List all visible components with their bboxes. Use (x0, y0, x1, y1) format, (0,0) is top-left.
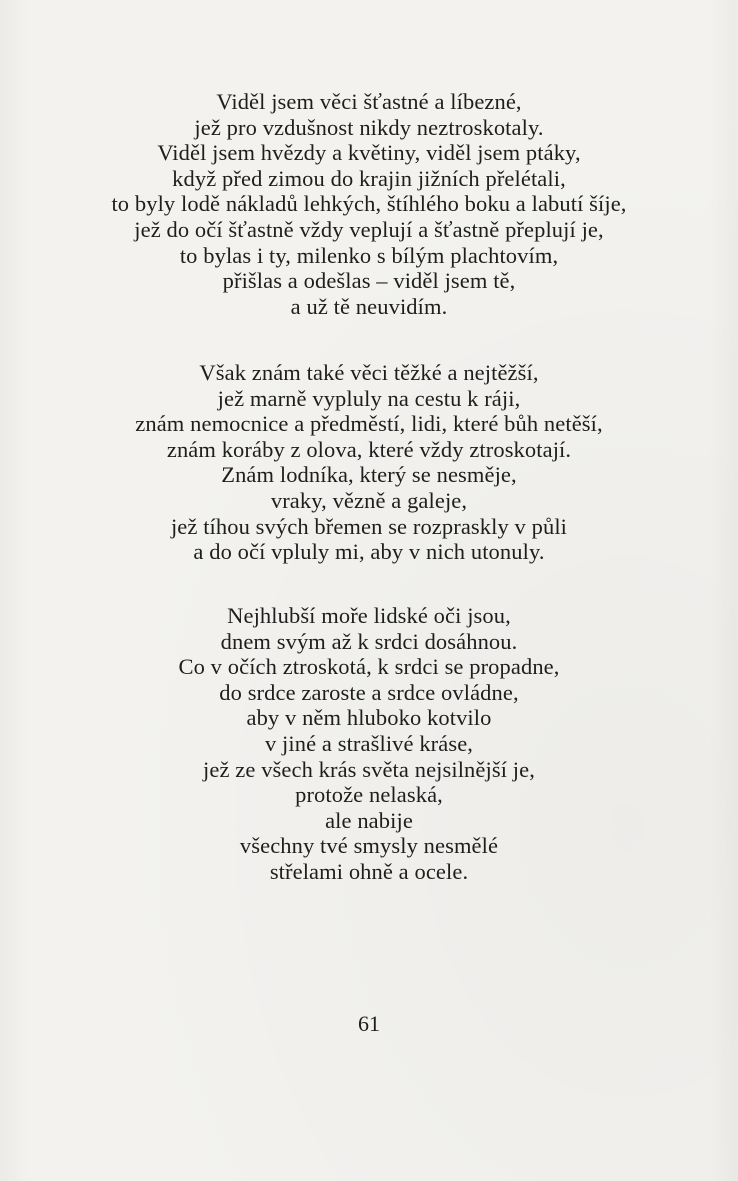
poem-line: Nejhlubší moře lidské oči jsou, (227, 603, 511, 628)
poem-line: jež marně vypluly na cestu k ráji, (217, 385, 521, 411)
poem-line: do srdce zaroste a srdce ovládne, (219, 679, 519, 705)
poem-line: a do očí vpluly mi, aby v nich utonuly. (193, 539, 545, 565)
poem-line: přišlas a odešlas – viděl jsem tě, (222, 268, 516, 294)
stanza-1 (0, 89, 738, 319)
poem-line: znám koráby z olova, které vždy ztroskotají. (166, 436, 572, 462)
poem-line: ale nabije (325, 807, 413, 833)
poem-line: aby v něm hluboko kotvilo (246, 705, 492, 731)
poem-line: to byly lodě nákladů lehkých, štíhlého boku a labutí šíje, (111, 191, 627, 217)
stanza-2 (0, 360, 738, 565)
poem-line: znám nemocnice a předměstí, lidi, které bůh netěší, (135, 411, 603, 437)
poem-line: jež do očí šťastně vždy veplují a šťastně přeplují je, (134, 216, 604, 242)
poem-line: Však znám také věci těžké a nejtěžší, (199, 360, 539, 385)
poem-line: když před zimou do krajin jižních přelétali, (172, 165, 566, 191)
poem-line: a už tě neuvidím. (290, 293, 448, 319)
poem-line: jež pro vzdušnost nikdy neztroskotaly. (194, 114, 544, 140)
poem-line: Znám lodníka, který se nesměje, (221, 462, 517, 488)
poem-line: střelami ohně a ocele. (269, 858, 469, 884)
poem-line: vraky, vězně a galeje, (270, 487, 468, 513)
poem-line: Co v očích ztroskotá, k srdci se propadne, (178, 654, 560, 680)
poem-line: to bylas i ty, milenko s bílým plachtovím, (179, 242, 559, 268)
poem-line: v jiné a strašlivé kráse, (264, 730, 474, 756)
poem-line: protože nelaská, (295, 782, 443, 808)
poem-line: všechny tvé smysly nesmělé (239, 833, 499, 859)
poem-line: jež ze všech krás světa nejsilnější je, (203, 756, 535, 782)
page-number: 61 (358, 1011, 380, 1036)
poem-line: Viděl jsem věci šťastné a líbezné, (216, 89, 522, 114)
stanza-3 (0, 603, 738, 885)
poem-line: jež tíhou svých břemen se rozpraskly v půli (170, 513, 568, 539)
poem-line: Viděl jsem hvězdy a květiny, viděl jsem ptáky, (157, 140, 581, 166)
poem-line: dnem svým až k srdci dosáhnou. (220, 628, 518, 654)
